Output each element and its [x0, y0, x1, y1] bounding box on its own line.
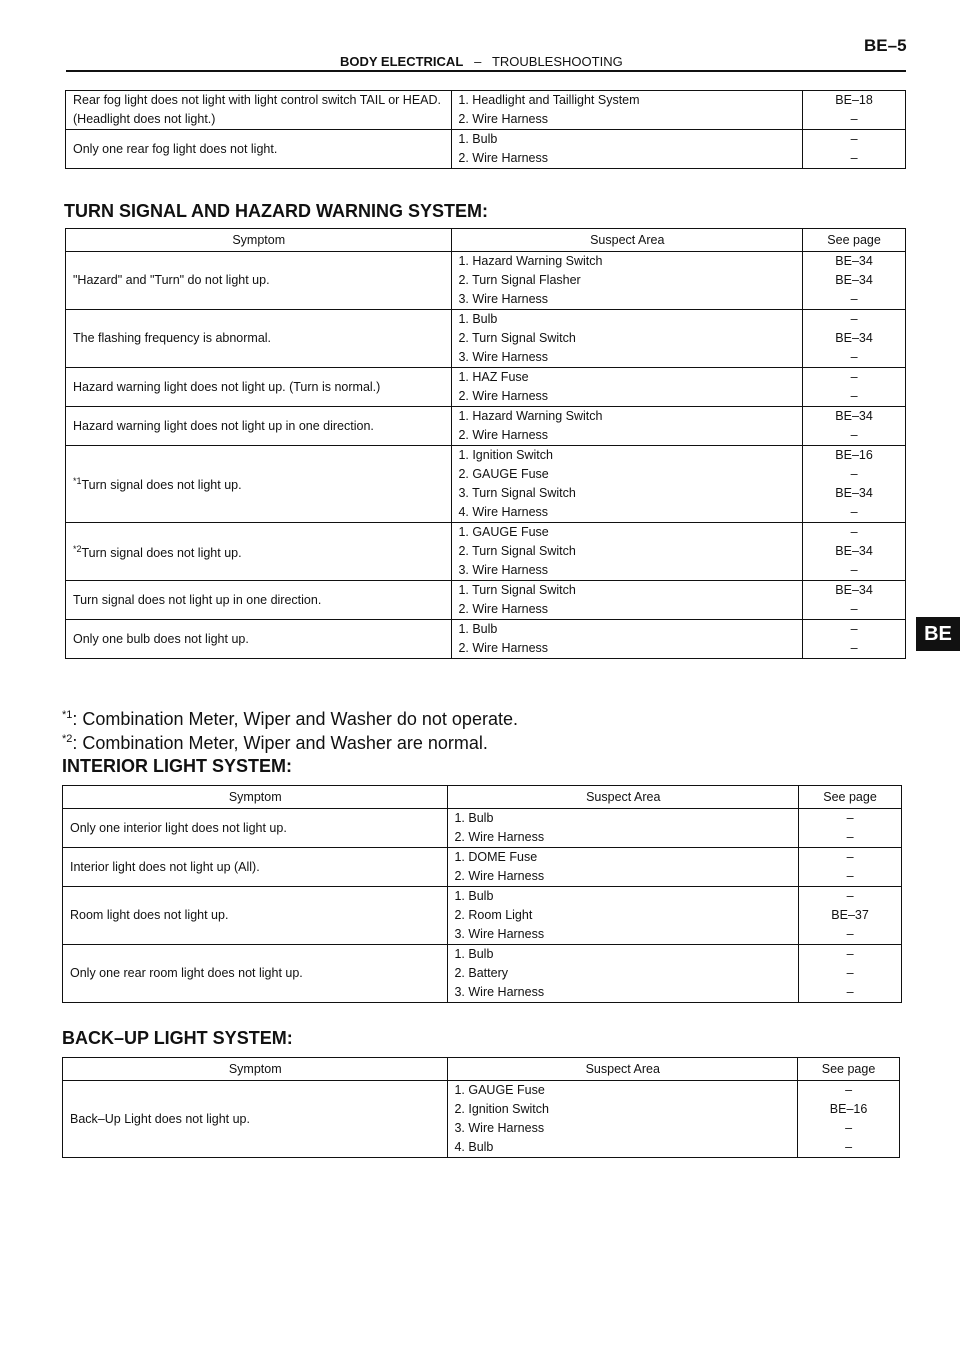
- table-row: [66, 620, 906, 659]
- header-see-page: See page: [799, 786, 902, 809]
- suspect-area-item: 1. GAUGE Fuse: [454, 1083, 545, 1097]
- suspect-area-cell: [452, 368, 803, 407]
- table-row: [63, 1081, 900, 1158]
- see-page-ref: –: [845, 1121, 853, 1135]
- suspect-area-item: 3. Wire Harness: [458, 563, 549, 577]
- symptom-footnote-mark: *1: [73, 476, 82, 487]
- symptom-text: Hazard warning light does not light up. (Turn is normal.): [73, 379, 381, 394]
- symptom-text: Turn signal does not light up in one direction.: [73, 592, 322, 607]
- see-page-cell: [798, 1081, 900, 1158]
- see-page-cell: [803, 581, 906, 620]
- suspect-area-item: 3. Turn Signal Switch: [458, 486, 576, 500]
- see-page-ref: BE–16: [835, 448, 873, 462]
- table-row: [63, 809, 902, 848]
- see-page-cell: [803, 91, 906, 130]
- section-name: BODY ELECTRICAL: [340, 54, 464, 69]
- see-page-ref: –: [850, 641, 858, 655]
- symptom-cell: [63, 809, 448, 848]
- symptom-cell: [66, 91, 452, 130]
- see-page-ref: –: [846, 966, 854, 980]
- turn-signal-table: [65, 228, 906, 659]
- suspect-area-item: 1. Bulb: [454, 947, 494, 961]
- suspect-area-item: 2. Wire Harness: [458, 428, 549, 442]
- see-page-ref: –: [850, 467, 858, 481]
- header-separator: –: [474, 54, 482, 69]
- suspect-area-item: 1. HAZ Fuse: [458, 370, 529, 384]
- see-page-ref: –: [850, 112, 858, 126]
- page-number: BE–5: [864, 36, 907, 55]
- suspect-area-cell: [448, 848, 799, 887]
- see-page-ref: –: [850, 312, 858, 326]
- see-page-ref: –: [846, 927, 854, 941]
- suspect-area-item: 2. Wire Harness: [458, 112, 549, 126]
- symptom-text: Hazard warning light does not light up in one direction.: [73, 418, 374, 433]
- suspect-area-item: 3. Wire Harness: [454, 985, 545, 999]
- header-symptom: Symptom: [66, 229, 452, 252]
- see-page-ref: BE–18: [835, 93, 873, 107]
- table-row: [66, 446, 906, 523]
- suspect-area-item: 2. Turn Signal Switch: [458, 544, 576, 558]
- suspect-area-cell: [452, 91, 803, 130]
- suspect-area-cell: [452, 252, 803, 310]
- see-page-ref: –: [850, 622, 858, 636]
- see-page-ref: –: [850, 428, 858, 442]
- table-row: [66, 368, 906, 407]
- see-page-ref: –: [846, 889, 854, 903]
- see-page-ref: –: [850, 350, 858, 364]
- table-row: [66, 407, 906, 446]
- suspect-area-item: 1. Bulb: [454, 811, 494, 825]
- suspect-area-cell: [452, 310, 803, 368]
- footnote-1: [62, 709, 518, 730]
- see-page-ref: BE–34: [835, 331, 873, 345]
- suspect-area-item: 2. Wire Harness: [454, 830, 545, 844]
- symptom-text: The flashing frequency is abnormal.: [73, 331, 272, 345]
- suspect-area-item: 1. Hazard Warning Switch: [458, 409, 603, 423]
- see-page-ref: –: [846, 811, 854, 825]
- suspect-area-item: 1. Ignition Switch: [458, 448, 553, 462]
- suspect-area-item: 2. Wire Harness: [458, 151, 549, 165]
- footnote-mark: *1: [62, 709, 73, 721]
- suspect-area-item: 1. Bulb: [454, 889, 494, 903]
- header-see-page: See page: [803, 229, 906, 252]
- turn-section-title: TURN SIGNAL AND HAZARD WARNING SYSTEM:: [64, 201, 488, 221]
- table-row: [63, 887, 902, 945]
- see-page-cell: [799, 848, 902, 887]
- suspect-area-cell: [452, 130, 803, 169]
- see-page-ref: –: [850, 132, 858, 146]
- suspect-area-item: 1. DOME Fuse: [454, 850, 538, 864]
- symptom-cell: [66, 252, 452, 310]
- suspect-area-cell: [452, 446, 803, 523]
- symptom-cell: [66, 310, 452, 368]
- see-page-ref: –: [846, 947, 854, 961]
- symptom-text: Only one rear fog light does not light.: [73, 141, 278, 156]
- suspect-area-item: 1. Bulb: [458, 312, 498, 326]
- see-page-ref: –: [846, 850, 854, 864]
- symptom-text: Turn signal does not light up.: [81, 478, 242, 493]
- suspect-area-item: 1. Turn Signal Switch: [458, 583, 576, 597]
- see-page-ref: BE–34: [835, 486, 873, 500]
- see-page-ref: –: [850, 151, 858, 165]
- see-page-cell: [799, 809, 902, 848]
- symptom-text: Only one interior light does not light up.: [70, 820, 287, 835]
- see-page-cell: [803, 368, 906, 407]
- header-suspect-area: Suspect Area: [452, 229, 803, 252]
- running-header: [340, 54, 623, 69]
- table-row: [63, 945, 902, 1003]
- suspect-area-cell: [452, 523, 803, 581]
- symptom-text: Turn signal does not light up.: [81, 546, 242, 561]
- interior-section-title: INTERIOR LIGHT SYSTEM:: [62, 756, 293, 776]
- see-page-cell: [799, 887, 902, 945]
- see-page-cell: [803, 310, 906, 368]
- suspect-area-item: 2. GAUGE Fuse: [458, 467, 549, 481]
- see-page-cell: [803, 130, 906, 169]
- symptom-cell: [66, 407, 452, 446]
- symptom-cell: [66, 620, 452, 659]
- suspect-area-item: 3. Wire Harness: [458, 292, 549, 306]
- symptom-cell: [63, 848, 448, 887]
- suspect-area-cell: [452, 407, 803, 446]
- see-page-cell: [799, 945, 902, 1003]
- see-page-cell: [803, 252, 906, 310]
- footnote-text: : Combination Meter, Wiper and Washer do not operate.: [72, 709, 518, 729]
- backup-light-table: [62, 1057, 900, 1158]
- suspect-area-cell: [448, 809, 799, 848]
- table-row: [66, 91, 906, 130]
- suspect-area-item: 3. Wire Harness: [454, 1121, 545, 1135]
- suspect-area-item: 1. Headlight and Taillight System: [458, 93, 640, 107]
- header-rule: [66, 70, 906, 72]
- see-page-ref: BE–34: [835, 254, 873, 268]
- table-row: [66, 310, 906, 368]
- suspect-area-item: 2. Ignition Switch: [454, 1102, 549, 1116]
- see-page-ref: BE–34: [835, 273, 873, 287]
- header-see-page: See page: [798, 1058, 900, 1081]
- suspect-area-item: 3. Wire Harness: [458, 350, 549, 364]
- see-page-ref: BE–34: [835, 409, 873, 423]
- suspect-area-cell: [452, 581, 803, 620]
- subsection-name: TROUBLESHOOTING: [491, 54, 623, 69]
- see-page-ref: –: [850, 525, 858, 539]
- suspect-area-item: 2. Wire Harness: [458, 641, 549, 655]
- suspect-area-item: 1. GAUGE Fuse: [458, 525, 549, 539]
- suspect-area-item: 4. Bulb: [454, 1140, 494, 1154]
- suspect-area-item: 2. Wire Harness: [458, 602, 549, 616]
- symptom-cell: [66, 523, 452, 581]
- symptom-text: Only one bulb does not light up.: [73, 631, 249, 646]
- table-row: [66, 523, 906, 581]
- see-page-ref: BE–16: [829, 1102, 868, 1116]
- suspect-area-cell: [448, 1081, 798, 1158]
- see-page-ref: –: [846, 869, 854, 883]
- footnote-text: : Combination Meter, Wiper and Washer are normal.: [72, 733, 488, 753]
- backup-section-title: BACK–UP LIGHT SYSTEM:: [62, 1028, 293, 1048]
- see-page-ref: –: [850, 389, 858, 403]
- suspect-area-cell: [448, 945, 799, 1003]
- symptom-cell: [66, 368, 452, 407]
- table-row: [66, 252, 906, 310]
- rear-fog-table: [65, 90, 906, 169]
- symptom-text: "Hazard" and "Turn" do not light up.: [73, 273, 270, 287]
- suspect-area-cell: [452, 620, 803, 659]
- footnote-mark: *2: [62, 733, 73, 745]
- see-page-ref: –: [850, 370, 858, 384]
- see-page-ref: –: [845, 1083, 853, 1097]
- see-page-cell: [803, 523, 906, 581]
- see-page-ref: –: [846, 830, 854, 844]
- symptom-cell: [66, 446, 452, 523]
- header-suspect-area: Suspect Area: [448, 1058, 798, 1081]
- see-page-ref: BE–34: [835, 544, 873, 558]
- see-page-ref: –: [850, 563, 858, 577]
- table-row: [63, 848, 902, 887]
- header-symptom: Symptom: [63, 1058, 448, 1081]
- suspect-area-item: 3. Wire Harness: [454, 927, 545, 941]
- symptom-cell: [66, 581, 452, 620]
- suspect-area-item: 2. Turn Signal Switch: [458, 331, 576, 345]
- see-page-ref: BE–34: [835, 583, 873, 597]
- suspect-area-item: 1. Hazard Warning Switch: [458, 254, 603, 268]
- suspect-area-item: 1. Bulb: [458, 622, 498, 636]
- symptom-footnote-mark: *2: [73, 543, 82, 554]
- symptom-text: Rear fog light does not light with light control switch TAIL or HEAD. (Headlight does not light.): [73, 93, 441, 126]
- interior-light-table: [62, 785, 902, 1003]
- section-tab-badge: BE: [916, 617, 960, 651]
- symptom-text: Room light does not light up.: [70, 908, 229, 922]
- suspect-area-item: 2. Turn Signal Flasher: [458, 273, 581, 287]
- see-page-ref: –: [850, 292, 858, 306]
- symptom-cell: [63, 1081, 448, 1158]
- see-page-ref: –: [846, 985, 854, 999]
- see-page-cell: [803, 620, 906, 659]
- suspect-area-item: 2. Battery: [454, 966, 508, 980]
- suspect-area-item: 2. Room Light: [454, 908, 533, 922]
- see-page-cell: [803, 407, 906, 446]
- symptom-text: Only one rear room light does not light up.: [70, 966, 303, 980]
- symptom-cell: [66, 130, 452, 169]
- suspect-area-item: 2. Wire Harness: [458, 389, 549, 403]
- suspect-area-cell: [448, 887, 799, 945]
- header-suspect-area: Suspect Area: [448, 786, 799, 809]
- see-page-cell: [803, 446, 906, 523]
- symptom-text: Back–Up Light does not light up.: [70, 1111, 250, 1126]
- table-row: [66, 581, 906, 620]
- suspect-area-item: 1. Bulb: [458, 132, 498, 146]
- suspect-area-item: 4. Wire Harness: [458, 505, 549, 519]
- header-symptom: Symptom: [63, 786, 448, 809]
- symptom-cell: [63, 945, 448, 1003]
- see-page-ref: BE–37: [831, 908, 869, 922]
- symptom-cell: [63, 887, 448, 945]
- table-row: [66, 130, 906, 169]
- footnote-2: [62, 733, 488, 754]
- see-page-ref: –: [845, 1140, 853, 1154]
- see-page-ref: –: [850, 505, 858, 519]
- suspect-area-item: 2. Wire Harness: [454, 869, 545, 883]
- symptom-text: Interior light does not light up (All).: [70, 859, 260, 874]
- see-page-ref: –: [850, 602, 858, 616]
